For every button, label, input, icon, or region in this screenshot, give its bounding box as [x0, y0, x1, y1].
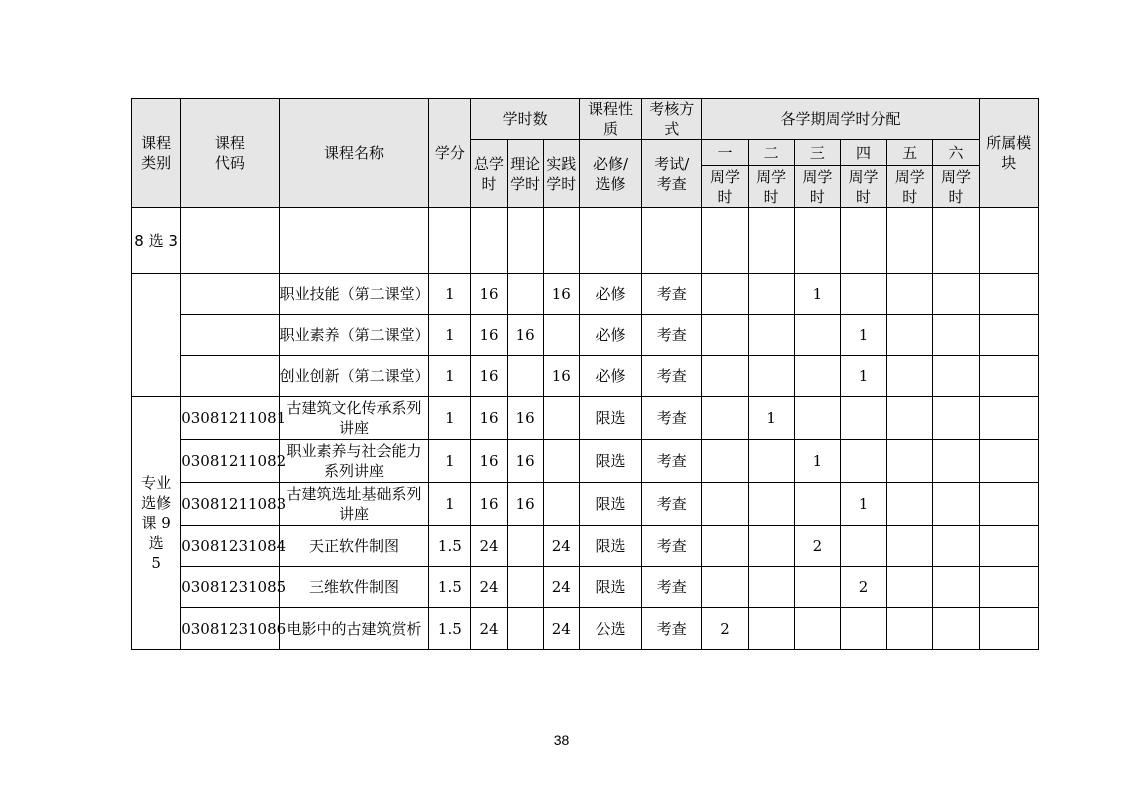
module-cell	[979, 440, 1038, 483]
header-semester-1: 一	[702, 140, 748, 166]
credit-cell: 1.5	[429, 526, 471, 567]
semester-3-cell	[794, 315, 840, 356]
code-cell: 03081231086	[181, 608, 279, 650]
practice-cell	[543, 483, 579, 526]
semester-6-cell	[933, 483, 979, 526]
credit-cell: 1	[429, 356, 471, 397]
code-cell: 03081211081	[181, 397, 279, 440]
header-module: 所属模 块	[979, 99, 1038, 208]
semester-4-cell	[840, 526, 886, 567]
header-credit: 学分	[429, 99, 471, 208]
module-cell	[979, 483, 1038, 526]
header-nature-sub: 必修/ 选修	[579, 140, 641, 208]
table-row	[132, 567, 1039, 608]
header-total-hours: 总学 时	[471, 140, 507, 208]
table-row	[132, 526, 1039, 567]
code-cell: 03081231085	[181, 567, 279, 608]
semester-5-cell	[887, 315, 933, 356]
semester-5-cell	[887, 397, 933, 440]
header-assess-group: 考核方 式	[642, 99, 702, 140]
semester-1-cell	[702, 567, 748, 608]
theory-cell	[507, 608, 543, 650]
credit-cell: 1.5	[429, 567, 471, 608]
theory-cell: 16	[507, 315, 543, 356]
total-cell: 24	[471, 608, 507, 650]
total-cell: 16	[471, 440, 507, 483]
module-cell	[979, 608, 1038, 650]
table-body	[132, 208, 1039, 274]
semester-6-cell	[933, 440, 979, 483]
semester-3-cell: 2	[794, 526, 840, 567]
name-cell: 创业创新（第二课堂）	[279, 356, 429, 397]
code-cell	[181, 274, 279, 315]
theory-cell: 16	[507, 397, 543, 440]
table-row	[132, 315, 1039, 356]
group-b-body	[132, 397, 1039, 650]
credit-cell: 1	[429, 397, 471, 440]
semester-4-cell: 1	[840, 356, 886, 397]
header-name: 课程名称	[279, 99, 429, 208]
semester-5-cell	[887, 526, 933, 567]
assess-cell: 考查	[642, 526, 702, 567]
semester-5-cell	[887, 274, 933, 315]
assess-cell: 考查	[642, 274, 702, 315]
name-cell: 职业技能（第二课堂）	[279, 274, 429, 315]
name-cell: 三维软件制图	[279, 567, 429, 608]
semester-1-cell: 2	[702, 608, 748, 650]
total-cell: 24	[471, 526, 507, 567]
semester-3-cell: 1	[794, 440, 840, 483]
practice-cell	[543, 397, 579, 440]
semester-5-cell	[887, 567, 933, 608]
table-row	[132, 397, 1039, 440]
semester-3-cell	[794, 356, 840, 397]
semester-5-cell	[887, 483, 933, 526]
semester-6-cell	[933, 356, 979, 397]
semester-2-cell	[748, 483, 794, 526]
name-cell: 职业素养（第二课堂）	[279, 315, 429, 356]
nature-cell: 限选	[579, 483, 641, 526]
name-cell: 天正软件制图	[279, 526, 429, 567]
code-cell: 03081231084	[181, 526, 279, 567]
semester-4-cell	[840, 274, 886, 315]
semester-1-cell	[702, 397, 748, 440]
header-theory-hours: 理论 学时	[507, 140, 543, 208]
semester-6-cell	[933, 274, 979, 315]
practice-cell: 24	[543, 608, 579, 650]
name-cell: 职业素养与社会能力 系列讲座	[279, 440, 429, 483]
assess-cell: 考查	[642, 608, 702, 650]
semester-6-cell	[933, 315, 979, 356]
semester-3-cell	[794, 567, 840, 608]
practice-cell	[543, 315, 579, 356]
semester-4-cell	[840, 440, 886, 483]
semester-1-cell	[702, 440, 748, 483]
header-weekly-hours: 周学 时	[887, 166, 933, 208]
semester-2-cell	[748, 274, 794, 315]
header-category: 课程 类别	[132, 99, 181, 208]
semester-2-cell	[748, 608, 794, 650]
theory-cell: 16	[507, 440, 543, 483]
table-row	[132, 208, 1039, 274]
assess-cell: 考查	[642, 567, 702, 608]
nature-cell: 限选	[579, 440, 641, 483]
semester-4-cell: 1	[840, 315, 886, 356]
semester-5-cell	[887, 608, 933, 650]
category-cell	[132, 274, 181, 397]
semester-4-cell	[840, 608, 886, 650]
name-cell: 电影中的古建筑赏析	[279, 608, 429, 650]
assess-cell: 考查	[642, 397, 702, 440]
semester-3-cell	[794, 608, 840, 650]
nature-cell: 必修	[579, 356, 641, 397]
semester-4-cell: 2	[840, 567, 886, 608]
header-weekly-hours: 周学 时	[794, 166, 840, 208]
name-cell: 古建筑选址基础系列 讲座	[279, 483, 429, 526]
assess-cell: 考查	[642, 356, 702, 397]
semester-1-cell	[702, 526, 748, 567]
header-practice-hours: 实践 学时	[543, 140, 579, 208]
curriculum-table	[131, 98, 1039, 650]
semester-1-cell	[702, 274, 748, 315]
header-semester-4: 四	[840, 140, 886, 166]
semester-6-cell	[933, 567, 979, 608]
module-cell	[979, 315, 1038, 356]
total-cell: 16	[471, 356, 507, 397]
theory-cell	[507, 274, 543, 315]
semester-1-cell	[702, 483, 748, 526]
header-semester-5: 五	[887, 140, 933, 166]
module-cell	[979, 356, 1038, 397]
practice-cell: 24	[543, 567, 579, 608]
theory-cell	[507, 567, 543, 608]
header-nature-group: 课程性 质	[579, 99, 641, 140]
total-cell: 16	[471, 397, 507, 440]
module-cell	[979, 397, 1038, 440]
header-assess-sub: 考试/ 考查	[642, 140, 702, 208]
table-header	[132, 99, 1039, 208]
semester-2-cell	[748, 526, 794, 567]
header-weekly-hours: 周学 时	[748, 166, 794, 208]
header-hours-group: 学时数	[471, 99, 579, 140]
theory-cell	[507, 356, 543, 397]
module-cell	[979, 567, 1038, 608]
code-cell: 03081211082	[181, 440, 279, 483]
nature-cell: 限选	[579, 567, 641, 608]
header-semester-group: 各学期周学时分配	[702, 99, 979, 140]
credit-cell: 1	[429, 440, 471, 483]
semester-1-cell	[702, 356, 748, 397]
header-weekly-hours: 周学 时	[702, 166, 748, 208]
semester-3-cell	[794, 397, 840, 440]
category-cell: 8 选 3	[132, 208, 181, 274]
semester-5-cell	[887, 440, 933, 483]
semester-5-cell	[887, 356, 933, 397]
table-row	[132, 356, 1039, 397]
nature-cell: 限选	[579, 526, 641, 567]
credit-cell: 1	[429, 483, 471, 526]
semester-6-cell	[933, 526, 979, 567]
semester-1-cell	[702, 315, 748, 356]
semester-4-cell: 1	[840, 483, 886, 526]
semester-3-cell	[794, 483, 840, 526]
semester-2-cell	[748, 356, 794, 397]
total-cell: 16	[471, 315, 507, 356]
credit-cell: 1	[429, 315, 471, 356]
module-cell	[979, 526, 1038, 567]
group-a-body	[132, 274, 1039, 397]
semester-2-cell	[748, 440, 794, 483]
page-number: 38	[553, 732, 570, 748]
code-cell	[181, 356, 279, 397]
code-cell: 03081211083	[181, 483, 279, 526]
table-row	[132, 274, 1039, 315]
semester-4-cell	[840, 397, 886, 440]
theory-cell: 16	[507, 483, 543, 526]
semester-2-cell: 1	[748, 397, 794, 440]
semester-3-cell: 1	[794, 274, 840, 315]
header-semester-2: 二	[748, 140, 794, 166]
name-cell: 古建筑文化传承系列 讲座	[279, 397, 429, 440]
assess-cell: 考查	[642, 440, 702, 483]
practice-cell	[543, 440, 579, 483]
semester-2-cell	[748, 567, 794, 608]
theory-cell	[507, 526, 543, 567]
practice-cell: 24	[543, 526, 579, 567]
table-row	[132, 608, 1039, 650]
nature-cell: 限选	[579, 397, 641, 440]
semester-6-cell	[933, 608, 979, 650]
semester-6-cell	[933, 397, 979, 440]
header-weekly-hours: 周学 时	[840, 166, 886, 208]
total-cell: 16	[471, 274, 507, 315]
category-cell: 专业 选修 课 9 选 5	[132, 397, 181, 650]
credit-cell: 1.5	[429, 608, 471, 650]
header-semester-6: 六	[933, 140, 979, 166]
nature-cell: 必修	[579, 315, 641, 356]
total-cell: 24	[471, 567, 507, 608]
module-cell	[979, 274, 1038, 315]
code-cell	[181, 315, 279, 356]
header-weekly-hours: 周学 时	[933, 166, 979, 208]
header-code: 课程 代码	[181, 99, 279, 208]
header-semester-3: 三	[794, 140, 840, 166]
credit-cell: 1	[429, 274, 471, 315]
semester-2-cell	[748, 315, 794, 356]
assess-cell: 考查	[642, 483, 702, 526]
practice-cell: 16	[543, 356, 579, 397]
nature-cell: 必修	[579, 274, 641, 315]
table-row	[132, 483, 1039, 526]
total-cell: 16	[471, 483, 507, 526]
practice-cell: 16	[543, 274, 579, 315]
assess-cell: 考查	[642, 315, 702, 356]
nature-cell: 公选	[579, 608, 641, 650]
table-row	[132, 440, 1039, 483]
